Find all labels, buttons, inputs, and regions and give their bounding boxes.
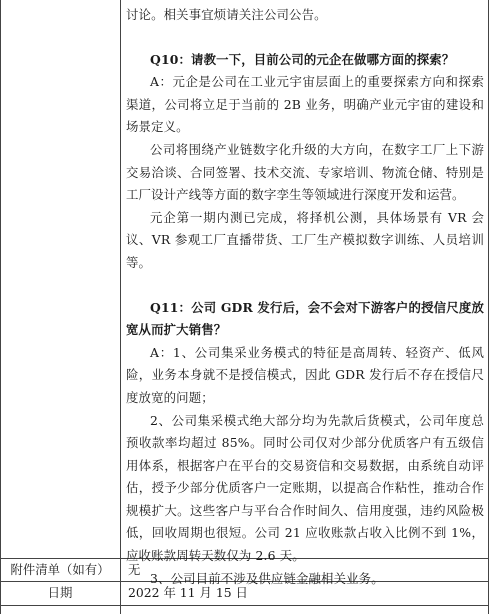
question-q10: Q10：请教一下，目前公司的元企在做哪方面的探索？ <box>150 51 455 67</box>
answer-q10-part3: 元企第一期内测已完成，将择机公测，具体场景有 VR 会议、VR 参观工厂直播带货、工厂生产模拟数字训练、人员培训等。 <box>126 209 484 270</box>
answer-q10-part1: A：元企是公司在工业元宇宙层面上的重要探索方向和探索渠道，公司将立足于当前的 2B 业务，明确产业元宇宙的建设和场景定义。 <box>126 74 484 135</box>
attachment-value: 无 <box>128 562 141 577</box>
paragraph-intro: 讨论。相关事宜烦请关注公司公告。 <box>126 7 327 22</box>
question-q11: Q11：公司 GDR 发行后，会不会对下游客户的授信尺度放宽从而扩大销售？ <box>126 299 484 338</box>
answer-q11-part1: A：1、公司集采业务模式的特征是高周转、轻资产、低风险，业务本身就不是授信模式，因此 GDR 发行后不存在授信尺度放宽的问题； <box>126 344 484 405</box>
table-border-bottom <box>0 605 489 606</box>
table-border-left <box>0 0 1 614</box>
attachment-label: 附件清单（如有） <box>10 562 110 577</box>
answer-q11-part2: 2、公司集采模式绝大部分均为先款后货模式，公司年度总预收款率均超过 85%。同时公司仅对少部分优质客户有五级信用体系，根据客户在平台的交易资信和交易数据，由系统自动评估，授予少部分优质客户一定账期，以提高合作粘性，推动合作规模扩大。这些客户与平台合作时间久、信用度强，违约风险极低，回收周期也很短。公司 21 应收账款占收入比例不到 1%，应收账款周转天数仅为 2.6 天。 <box>126 412 484 564</box>
qa-content <box>126 4 484 590</box>
answer-q10-part2: 公司将围绕产业链数字化升级的大方向，在数字工厂上下游交易洽谈、合同签署、技术交流、专家培训、物流仓储、特别是工厂设计产线等方面的数字孪生等领域进行深度开发和运营。 <box>126 141 484 203</box>
table-column-divider <box>120 0 121 614</box>
date-label: 日期 <box>47 585 73 600</box>
answer-q11-part3: 3、公司目前不涉及供应链金融相关业务。 <box>150 570 384 586</box>
table-border-right <box>488 0 489 614</box>
date-value: 2022 年 11 月 15 日 <box>128 585 248 600</box>
